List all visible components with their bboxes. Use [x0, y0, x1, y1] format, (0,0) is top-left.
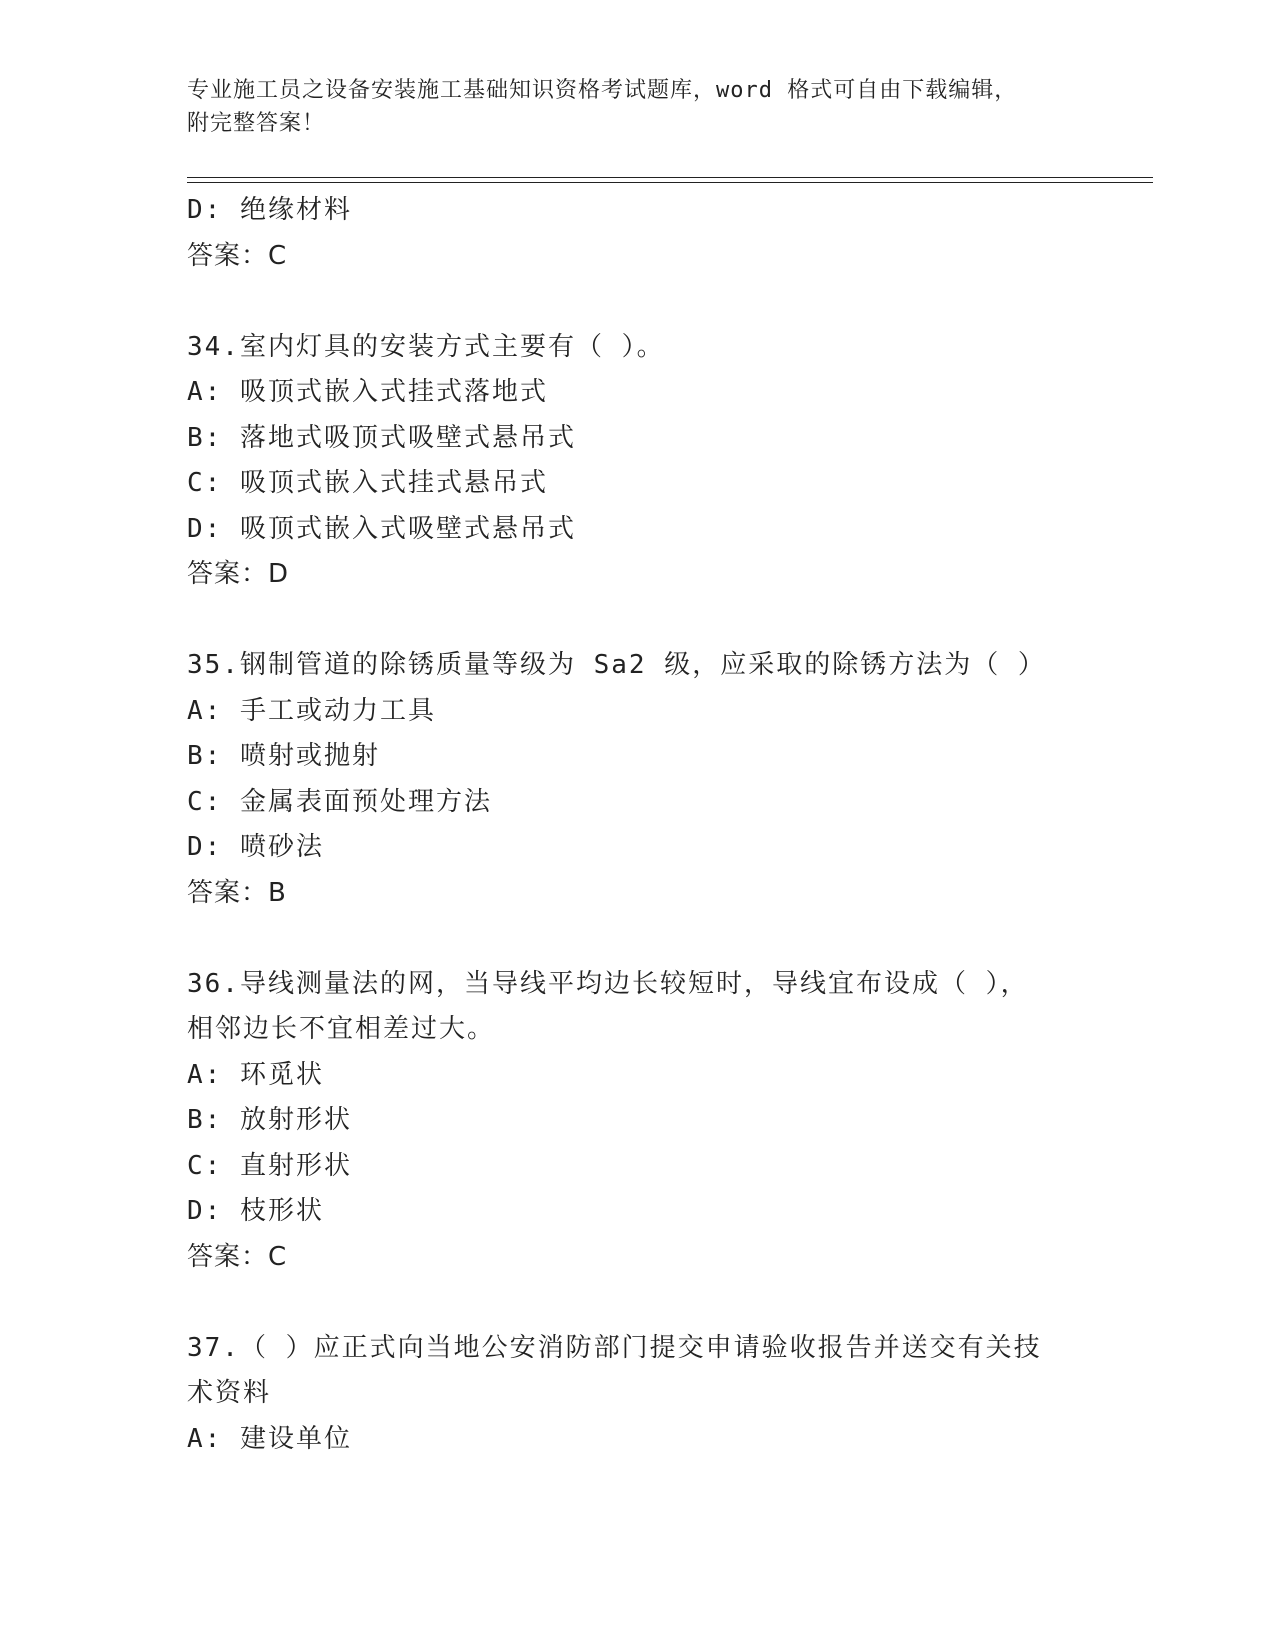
prev-option-d: D: 绝缘材料	[187, 195, 352, 225]
option-d: D: 枝形状	[187, 1196, 324, 1226]
question-list	[187, 188, 1087, 1462]
question-35	[187, 643, 1087, 916]
question-title-line-2: 术资料	[187, 1378, 272, 1408]
answer: 答案：C	[187, 1241, 288, 1272]
question-title-line-1: 36.导线测量法的网，当导线平均边长较短时，导线宜布设成（ ），	[187, 968, 1029, 999]
answer: 答案：D	[187, 559, 290, 589]
question-title-line-1: 37.（ ）应正式向当地公安消防部门提交申请验收报告并送交有关技	[187, 1332, 1042, 1363]
option-a: A: 环觅状	[187, 1059, 324, 1090]
answer: 答案：B	[187, 877, 287, 908]
option-b: B: 喷射或抛射	[187, 741, 380, 771]
question-title: 34.室内灯具的安装方式主要有（ ）。	[187, 331, 665, 362]
header-line-1: 专业施工员之设备安装施工基础知识资格考试题库，word 格式可自由下载编辑，	[187, 78, 1018, 103]
question-37	[187, 1326, 1087, 1463]
question-title: 35.钢制管道的除锈质量等级为 Sa2 级，应采取的除锈方法为（ ）	[187, 650, 1046, 680]
option-a: A: 建设单位	[187, 1423, 352, 1454]
question-36	[187, 962, 1087, 1281]
option-d: D: 吸顶式嵌入式吸壁式悬吊式	[187, 513, 576, 544]
header-line-2: 附完整答案！	[187, 111, 326, 136]
option-b: B: 放射形状	[187, 1105, 352, 1135]
option-c: C: 吸顶式嵌入式挂式悬吊式	[187, 468, 548, 498]
option-a: A: 吸顶式嵌入式挂式落地式	[187, 377, 548, 407]
prev-answer: 答案：C	[187, 240, 288, 271]
option-d: D: 喷砂法	[187, 832, 324, 862]
option-c: C: 直射形状	[187, 1150, 352, 1181]
question-title-line-2: 相邻边长不宜相差过大。	[187, 1014, 496, 1044]
option-c: C: 金属表面预处理方法	[187, 786, 492, 817]
option-b: B: 落地式吸顶式吸壁式悬吊式	[187, 422, 576, 453]
document-header	[187, 74, 1067, 140]
header-divider-top	[187, 177, 1153, 178]
header-divider-bottom	[187, 182, 1153, 183]
question-34	[187, 325, 1087, 598]
option-a: A: 手工或动力工具	[187, 695, 436, 726]
